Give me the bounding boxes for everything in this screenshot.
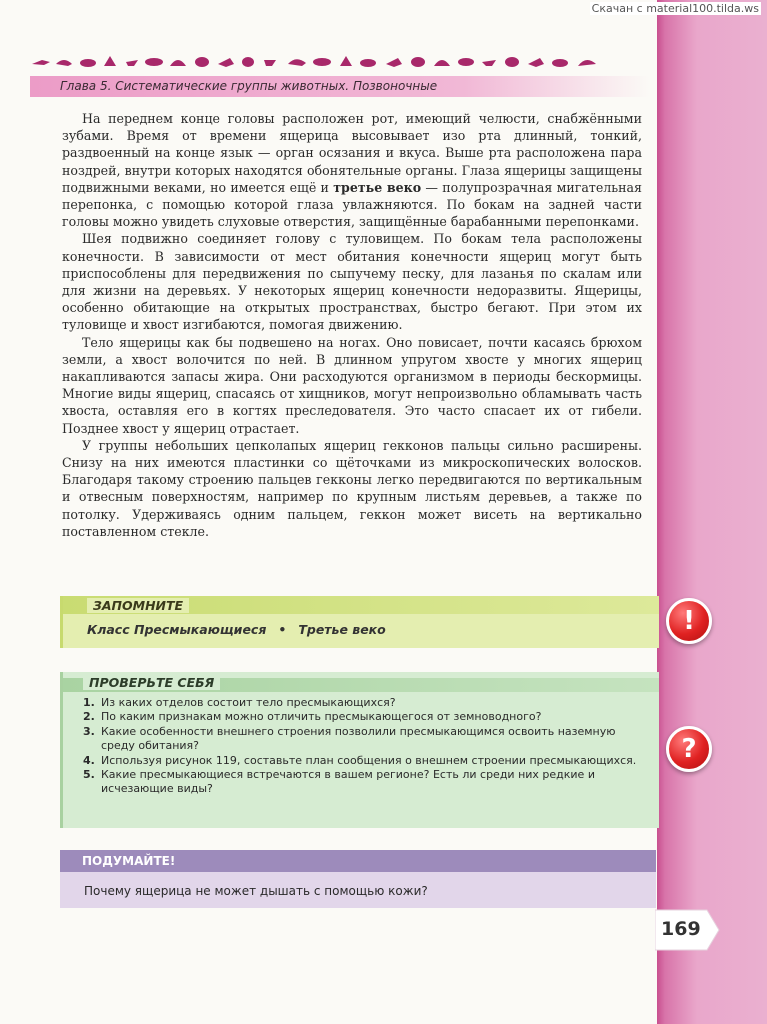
question-list xyxy=(83,696,643,797)
question-number: 5. xyxy=(83,768,95,782)
page-margin-band xyxy=(657,0,767,1024)
question-number: 2. xyxy=(83,710,95,724)
paragraph-text: — полупрозрачная мигательная перепонка, с помощью которой глаза увлажняются. По бокам на задней части головы можно увидеть слуховые отверстия, защищённые барабанными перепонками. xyxy=(62,179,642,230)
remember-header xyxy=(63,596,659,614)
question-number: 3. xyxy=(83,724,95,738)
remember-heading: ЗАПОМНИТЕ xyxy=(87,598,189,613)
question-item xyxy=(83,768,643,797)
term: Третье веко xyxy=(298,622,386,637)
page-number: 169 xyxy=(661,918,701,940)
animal-silhouettes-decoration xyxy=(30,52,610,70)
remember-terms xyxy=(87,622,386,637)
chapter-title: Глава 5. Систематические группы животных. Позвоночные xyxy=(60,79,438,93)
watermark: Скачан с material100.tilda.ws xyxy=(591,2,759,15)
bold-term: третье веко xyxy=(333,179,422,195)
question-mark-icon: ? xyxy=(666,726,712,772)
question-item xyxy=(83,754,643,768)
paragraph-text: На переднем конце головы расположен рот, имеющий челюсти, снабжёнными зубами. Время от времени ящерица высовывает изо рта длинный, тонкий, раздвоенный на конце язык — орган осязания и вкуса. Выше рта расположена пара ноздрей, внутри которых находятся обонятельные органы. Глаза ящерицы защищены подвижными веками, но имеется ещё и xyxy=(62,111,642,195)
question-text: Из каких отделов состоит тело пресмыкающихся? xyxy=(101,696,396,709)
page-number-tab xyxy=(655,908,709,952)
think-box xyxy=(60,850,656,908)
check-heading: ПРОВЕРЬТЕ СЕБЯ xyxy=(83,675,220,690)
question-number: 1. xyxy=(83,696,95,709)
exclamation-icon: ! xyxy=(666,598,712,644)
think-question: Почему ящерица не может дышать с помощью кожи? xyxy=(84,884,428,898)
chapter-header-band xyxy=(30,76,650,97)
question-number: 4. xyxy=(83,753,95,767)
paragraph xyxy=(62,110,642,230)
question-item xyxy=(83,725,643,754)
think-heading: ПОДУМАЙТЕ! xyxy=(82,854,176,868)
term: Класс Пресмыкающиеся xyxy=(87,622,267,637)
paragraph: У группы небольших цепколапых ящериц гекконов пальцы сильно расширены. Снизу на них имеются пластинки со щёточками из микроскопических волосков. Благодаря такому строению пальцев гекконы легко передвигаются по вертикальным и отвесным поверхностям, например по крупным листьям деревьев, а также по потолку. Удерживаясь одним пальцем, геккон может висеть на вертикально поставленном стекле. xyxy=(62,437,642,539)
main-text xyxy=(62,110,642,540)
paragraph: Тело ящерицы как бы подвешено на ногах. Оно повисает, почти касаясь брюхом земли, а хвост волочится по ней. В длинном упругом хвосте у многих ящериц накапливаются запасы жира. Они расходуются организмом в периоды бескормицы. Многие виды ящериц, спасаясь от хищников, могут непроизвольно обламывать часть хвоста, оставляя его в когтях преследователя. Это часто спасает их от гибели. Позднее хвост у ящериц отрастает. xyxy=(62,334,642,436)
question-text: Используя рисунок 119, составьте план сообщения о внешнем строении пресмыкающихся. xyxy=(101,753,637,767)
question-item xyxy=(83,696,643,710)
question-text: Какие особенности внешнего строения позволили пресмыкающимся освоить наземную среду обитания? xyxy=(101,724,616,753)
think-header xyxy=(60,850,656,872)
check-header xyxy=(63,675,659,692)
question-text: По каким признакам можно отличить пресмыкающегося от земноводного? xyxy=(101,710,542,724)
question-item xyxy=(83,710,643,724)
check-yourself-box xyxy=(60,672,659,828)
question-text: Какие пресмыкающиеся встречаются в вашем регионе? Есть ли среди них редкие и исчезающие виды? xyxy=(101,768,595,796)
bullet: • xyxy=(278,622,287,637)
paragraph: Шея подвижно соединяет голову с туловищем. По бокам тела расположены конечности. В зависимости от мест обитания конечности ящериц могут быть приспособлены для передвижения по сыпучему песку, для лазанья по скалам или для жизни на деревьях. У некоторых ящериц конечности недоразвиты. Ящерицы, особенно обитающие на открытых пространствах, быстро бегают. При этом их туловище и хвост изгибаются, помогая движению. xyxy=(62,231,642,333)
remember-box xyxy=(60,596,659,648)
